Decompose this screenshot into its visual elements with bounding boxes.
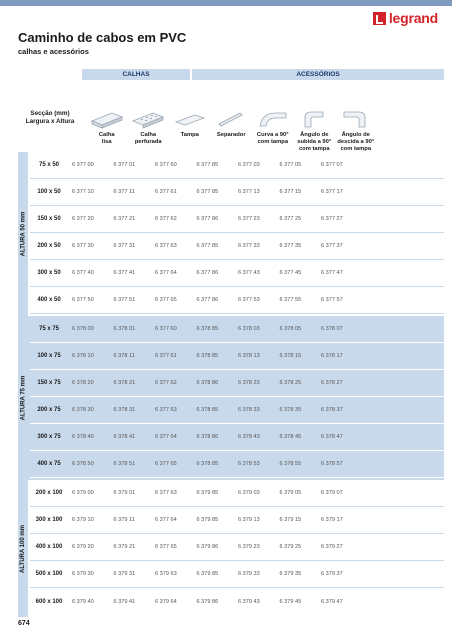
product-code-cell: 6 379 35 [279, 571, 302, 577]
product-code-cell: 6 377 65 [155, 461, 177, 467]
product-code-cell: 6 379 03 [238, 490, 260, 496]
section-height-50 [18, 152, 444, 316]
divider-icon [211, 106, 253, 132]
product-code-cell: 6 377 85 [196, 162, 219, 168]
product-code-cell: 6 377 01 [113, 162, 136, 168]
product-code-cell: 6 379 25 [279, 544, 302, 550]
product-code-cell: 6 378 25 [279, 380, 302, 386]
product-code-cell: 6 378 15 [279, 353, 302, 359]
product-code-cell: 6 379 21 [113, 544, 136, 550]
table-row [30, 507, 444, 534]
product-code-cell: 6 378 86 [196, 434, 219, 440]
product-code-cell: 6 378 00 [72, 326, 94, 332]
product-code-cell: 6 378 47 [321, 434, 343, 440]
product-code-cell: 6 377 41 [113, 270, 136, 276]
product-code-cell: 6 378 05 [279, 326, 302, 332]
page-title: Caminho de cabos em PVC [18, 30, 187, 45]
product-code-cell: 6 379 33 [238, 571, 260, 577]
product-code-cell: 6 377 45 [279, 270, 302, 276]
row-size: 75 x 75 [38, 326, 60, 332]
row-size: 300 x 50 [37, 270, 61, 276]
product-code-cell: 6 377 65 [155, 297, 177, 303]
table-row [30, 316, 444, 343]
table-row [30, 287, 444, 314]
column-labels [86, 132, 377, 153]
product-code-cell: 6 378 17 [321, 353, 343, 359]
product-images [86, 106, 377, 132]
product-code-cell: 6 377 64 [155, 517, 177, 523]
product-code-cell: 6 378 07 [321, 326, 343, 332]
product-code-cell: 6 377 23 [238, 216, 260, 222]
product-code-cell: 6 379 11 [113, 517, 135, 523]
product-code-cell: 6 378 11 [113, 353, 135, 359]
row-size: 75 x 50 [38, 162, 60, 168]
column-header-label: Calha lisa [98, 132, 115, 145]
row-size: 200 x 100 [35, 490, 63, 496]
product-code-cell: 6 378 33 [238, 407, 260, 413]
column-header-label: Ângulo de descida a 90° com tampa [337, 132, 375, 152]
row-size: 200 x 50 [37, 243, 61, 249]
product-code-cell: 6 378 13 [238, 353, 260, 359]
product-code-cell: 6 377 37 [321, 243, 343, 249]
product-code-cell: 6 379 63 [155, 571, 177, 577]
product-code-cell: 6 378 85 [196, 461, 219, 467]
column-header-label: Separador [216, 132, 246, 138]
section-size-label: Secção (mm) Largura x Altura [25, 110, 75, 125]
product-code-cell: 6 377 55 [279, 297, 302, 303]
product-code-cell: 6 377 05 [279, 162, 302, 168]
row-size: 100 x 50 [37, 189, 61, 195]
product-code-cell: 6 379 47 [321, 598, 343, 605]
section-rows [30, 152, 444, 314]
product-code-cell: 6 379 41 [113, 598, 136, 605]
brand-logo [373, 10, 438, 26]
product-code-cell: 6 379 13 [238, 517, 260, 523]
product-code-cell: 6 377 61 [155, 189, 177, 195]
legrand-logo-icon [373, 12, 386, 25]
product-code-cell: 6 377 65 [155, 544, 177, 550]
product-code-cell: 6 379 17 [321, 517, 343, 523]
table-row [30, 260, 444, 287]
product-code-cell: 6 379 15 [279, 517, 302, 523]
product-code-cell: 6 379 85 [196, 571, 219, 577]
group-acessorios: ACESSÓRIOS [192, 69, 444, 80]
table-row [30, 233, 444, 260]
section-rows [30, 480, 444, 615]
product-code-cell: 6 377 86 [196, 216, 219, 222]
table-row [30, 561, 444, 588]
curve-90-icon [252, 106, 294, 132]
column-groups [18, 69, 444, 80]
product-code-cell: 6 378 85 [196, 353, 219, 359]
product-code-cell: 6 378 40 [72, 434, 94, 440]
row-size: 150 x 50 [37, 216, 61, 222]
product-code-cell: 6 377 15 [279, 189, 302, 195]
section-side-label: ALTURA 75 mm [20, 375, 27, 421]
product-code-cell: 6 377 85 [196, 189, 219, 195]
product-code-cell: 6 377 53 [238, 297, 260, 303]
product-code-cell: 6 378 01 [113, 326, 136, 332]
product-code-cell: 6 377 13 [238, 189, 260, 195]
product-code-cell: 6 378 85 [196, 407, 219, 413]
product-code-cell: 6 379 01 [113, 490, 136, 496]
table-row [30, 179, 444, 206]
column-header-label: Calha perfurada [134, 132, 162, 145]
product-code-cell: 6 378 45 [279, 434, 302, 440]
product-code-cell: 6 379 40 [72, 598, 94, 605]
product-code-cell: 6 377 30 [72, 243, 94, 249]
product-code-cell: 6 377 51 [113, 297, 136, 303]
product-code-cell: 6 377 60 [155, 162, 177, 168]
plain-trunking-icon [86, 106, 128, 132]
product-code-cell: 6 377 63 [155, 490, 177, 496]
product-code-cell: 6 378 35 [279, 407, 302, 413]
cover-icon [169, 106, 211, 132]
product-code-cell: 6 378 37 [321, 407, 343, 413]
table-row [30, 588, 444, 615]
product-code-cell: 6 377 86 [196, 270, 219, 276]
row-size: 300 x 75 [37, 434, 61, 440]
product-code-cell: 6 378 31 [113, 407, 136, 413]
table-row [30, 370, 444, 397]
product-code-cell: 6 379 37 [321, 571, 343, 577]
product-code-cell: 6 379 45 [279, 598, 302, 605]
table-row [30, 534, 444, 561]
product-code-cell: 6 377 63 [155, 407, 177, 413]
product-code-cell: 6 377 62 [155, 380, 177, 386]
product-code-cell: 6 378 21 [113, 380, 136, 386]
product-code-cell: 6 377 20 [72, 216, 94, 222]
table-header [18, 82, 444, 156]
row-size: 400 x 50 [37, 297, 61, 303]
table-row [30, 206, 444, 233]
product-code-cell: 6 379 85 [196, 490, 219, 496]
column-header-label: Curva a 90° com tampa [256, 132, 289, 145]
brand-name: legrand [388, 10, 438, 26]
product-code-cell: 6 378 55 [279, 461, 302, 467]
row-size: 600 x 100 [35, 598, 63, 605]
column-header-label: Ângulo de subida a 90° com tampa [297, 132, 332, 152]
product-code-cell: 6 378 03 [238, 326, 260, 332]
product-code-cell: 6 377 64 [155, 434, 177, 440]
column-header-label: Tampa [180, 132, 199, 138]
table-row [30, 397, 444, 424]
section-side-label: ALTURA 50 mm [18, 152, 28, 316]
falling-angle-icon [335, 106, 377, 132]
row-size: 300 x 100 [35, 517, 63, 523]
row-size: 400 x 100 [35, 544, 63, 550]
row-size: 500 x 100 [35, 571, 63, 577]
product-code-cell: 6 377 40 [72, 270, 94, 276]
section-side-label: ALTURA 100 mm [18, 480, 28, 617]
product-code-cell: 6 377 43 [238, 270, 260, 276]
product-code-cell: 6 377 27 [321, 216, 343, 222]
product-code-cell: 6 378 41 [113, 434, 136, 440]
product-code-cell: 6 378 10 [72, 353, 94, 359]
table-row [30, 480, 444, 507]
rising-angle-icon [294, 106, 336, 132]
product-code-cell: 6 379 00 [72, 490, 94, 496]
product-code-cell: 6 377 03 [238, 162, 260, 168]
table-row [30, 451, 444, 478]
product-code-cell: 6 377 17 [321, 189, 343, 195]
row-size: 200 x 75 [37, 407, 61, 413]
section-height-100 [18, 480, 444, 617]
product-code-cell: 6 378 30 [72, 407, 94, 413]
table-row [30, 424, 444, 451]
section-rows [30, 316, 444, 478]
product-code-cell: 6 379 07 [321, 490, 343, 496]
product-code-cell: 6 377 10 [72, 189, 94, 195]
product-code-cell: 6 378 51 [113, 461, 136, 467]
product-code-cell: 6 377 62 [155, 216, 177, 222]
product-code-cell: 6 377 60 [155, 326, 177, 332]
product-code-cell: 6 378 57 [321, 461, 343, 467]
table-row [30, 152, 444, 179]
product-code-cell: 6 379 86 [196, 544, 219, 550]
product-code-cell: 6 377 64 [155, 270, 177, 276]
product-code-cell: 6 377 86 [196, 297, 219, 303]
product-code-cell: 6 378 23 [238, 380, 260, 386]
product-code-cell: 6 377 07 [321, 162, 343, 168]
section-height-75 [18, 316, 444, 480]
perforated-trunking-icon [128, 106, 170, 132]
product-code-cell: 6 379 10 [72, 517, 94, 523]
product-code-cell: 6 377 25 [279, 216, 302, 222]
row-size: 150 x 75 [37, 380, 61, 386]
product-code-cell: 6 379 23 [238, 544, 260, 550]
product-code-cell: 6 379 20 [72, 544, 94, 550]
product-code-cell: 6 379 05 [279, 490, 302, 496]
product-code-cell: 6 377 61 [155, 353, 177, 359]
product-code-cell: 6 377 21 [113, 216, 136, 222]
product-code-cell: 6 378 43 [238, 434, 260, 440]
row-size: 100 x 75 [37, 353, 61, 359]
product-code-cell: 6 377 63 [155, 243, 177, 249]
product-code-cell: 6 377 00 [72, 162, 94, 168]
product-code-cell: 6 377 35 [279, 243, 302, 249]
group-calhas: CALHAS [82, 69, 190, 80]
product-code-cell: 6 379 31 [113, 571, 136, 577]
product-code-cell: 6 377 31 [113, 243, 136, 249]
product-code-cell: 6 379 64 [155, 598, 177, 605]
top-color-bar [0, 0, 452, 6]
product-code-cell: 6 377 47 [321, 270, 343, 276]
product-code-cell: 6 378 53 [238, 461, 260, 467]
product-code-cell: 6 378 50 [72, 461, 94, 467]
row-size: 400 x 75 [37, 461, 61, 467]
product-code-cell: 6 379 27 [321, 544, 343, 550]
product-code-cell: 6 377 57 [321, 297, 343, 303]
product-code-cell: 6 377 33 [238, 243, 260, 249]
product-code-cell: 6 378 85 [196, 326, 219, 332]
product-code-cell: 6 378 27 [321, 380, 343, 386]
table-row [30, 343, 444, 370]
product-code-cell: 6 377 11 [113, 189, 135, 195]
product-code-cell: 6 379 86 [196, 598, 219, 605]
product-code-cell: 6 378 86 [196, 380, 219, 386]
product-code-cell: 6 377 85 [196, 243, 219, 249]
product-code-cell: 6 379 43 [238, 598, 260, 605]
page-number: 674 [18, 620, 30, 627]
product-code-cell: 6 377 50 [72, 297, 94, 303]
page-subtitle: calhas e acessórios [18, 47, 89, 56]
product-code-cell: 6 379 30 [72, 571, 94, 577]
product-code-cell: 6 378 20 [72, 380, 94, 386]
product-code-cell: 6 379 85 [196, 517, 219, 523]
